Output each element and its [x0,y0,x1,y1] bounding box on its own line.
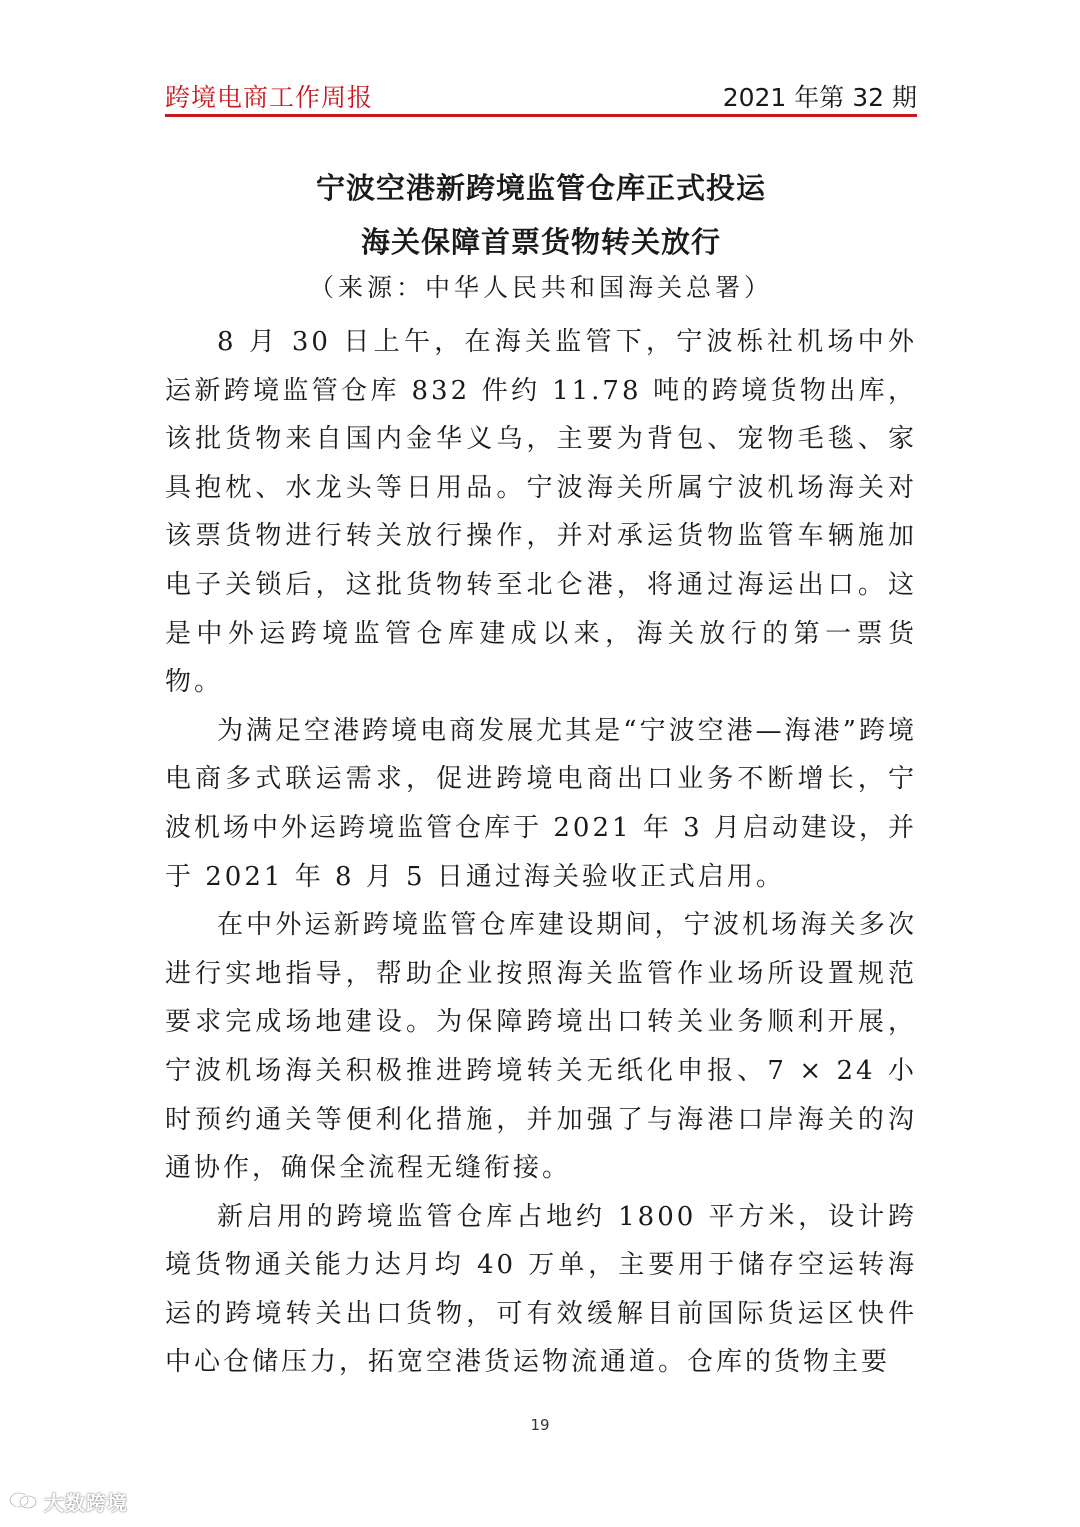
publication-name: 跨境电商工作周报 [165,83,374,112]
paragraph-1: 8 月 30 日上午，在海关监管下，宁波栎社机场中外运新跨境监管仓库 832 件约 11.78 吨的跨境货物出库，该批货物来自国内金华义乌，主要为背包、宠物毛毯、家具抱枕、水龙头等日用品。宁波海关所属宁波机场海关对该票货物进行转关放行操作，并对承运货物监管车辆施加电子关锁后，这批货物转至北仑港，将通过海运出口。这是中外运跨境监管仓库建成以来，海关放行的第一票货物。 [165,327,917,698]
article-title-line-2: 海关保障首票货物转关放行 [360,225,721,259]
issue-number: 2021 年第 32 期 [722,83,917,112]
paragraph-4: 新启用的跨境监管仓库占地约 1800 平方米，设计跨境货物通关能力达月均 40 万单，主要用于储存空运转海运的跨境转关出口货物，可有效缓解目前国际货运区快件中心仓储压力，拓宽空港货运物流通道。仓库的货物主要 [165,1201,917,1378]
page-header [165,72,917,112]
watermark-text: 大数跨境 [44,1490,128,1515]
article-source: （来源：中华人民共和国海关总署） [308,273,773,302]
paragraph-2: 为满足空港跨境电商发展尤其是“宁波空港—海港”跨境电商多式联运需求，促进跨境电商出口业务不断增长，宁波机场中外运跨境监管仓库于 2021 年 3 月启动建设，并于 2021 年 8 月 5 日通过海关验收正式启用。 [165,715,917,892]
article-title-line-1: 宁波空港新跨境监管仓库正式投运 [315,171,766,205]
header-divider [165,114,917,117]
chat-bubble-icon [8,1490,38,1512]
watermark [8,1487,128,1515]
page-number: 19 [530,1416,550,1434]
article-body [165,318,917,1387]
paragraph-3: 在中外运新跨境监管仓库建设期间，宁波机场海关多次进行实地指导，帮助企业按照海关监管作业场所设置规范要求完成场地建设。为保障跨境出口转关业务顺利开展，宁波机场海关积极推进跨境转关无纸化申报、7 × 24 小时预约通关等便利化措施，并加强了与海港口岸海关的沟通协作，确保全流程无缝衔接。 [165,910,917,1184]
